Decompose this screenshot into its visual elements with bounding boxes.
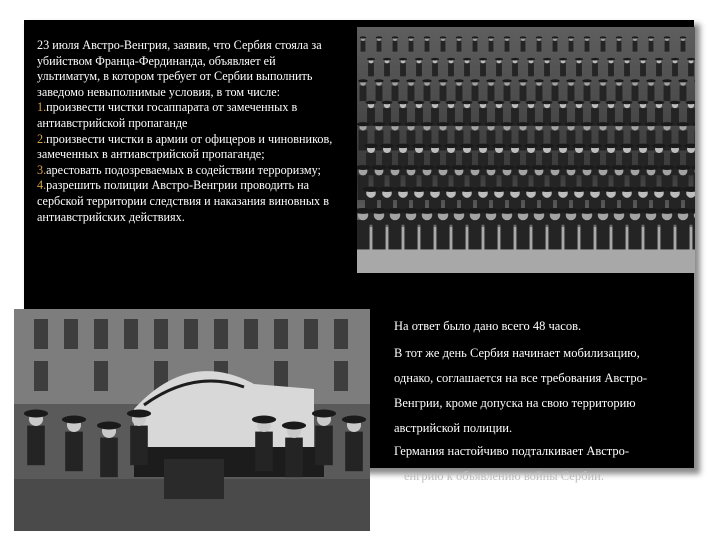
caption-line-7: енгрию к объявлению войны Сербии. (404, 469, 604, 483)
demand-3-text: арестовать подозреваемых в содействии терроризму; (46, 162, 321, 177)
caption-line-1: На ответ было дано всего 48 часов. (394, 319, 582, 333)
caption-line-5: австрийской полиции. (394, 421, 513, 435)
demand-4-number: 4. (37, 178, 47, 193)
caption-line-4: Венгрии, кроме допуска на свою территорию (394, 396, 636, 410)
demand-1-text: произвести чистки госаппарата от замеченных в антиавстрийской пропаганде (37, 100, 298, 130)
intro-paragraph: 23 июля Австро-Венгрия, заявив, что Сербия стояла за убийством Франца-Фердинанда, объявляет ей ультиматум, в котором требует от Сербии выполнить заведомо невыполнимые условия, в том числе: (37, 38, 322, 99)
funeral-photo (14, 309, 370, 531)
troops-photo (357, 27, 695, 273)
demand-2-number: 2. (37, 131, 47, 146)
demand-1-number: 1. (37, 100, 47, 115)
caption-line-2: В тот же день Сербия начинает мобилизацию, (394, 346, 640, 360)
demand-2-text: произвести чистки в армии от офицеров и чиновников, замеченных в антиавстрийской пропаганде; (37, 131, 333, 162)
ultimatum-text (37, 38, 337, 225)
demand-4-text: разрешить полиции Австро-Венгрии проводить на сербской территории следствия и наказания виновных в антиавстрийских действиях. (37, 178, 329, 224)
demand-3-number: 3. (37, 162, 47, 177)
troops-photo-art (357, 27, 695, 273)
caption-line-3: однако, соглашается на все требования Австро- (394, 371, 648, 385)
caption-line-6: Германия настойчиво подталкивает Австро- (394, 444, 630, 458)
funeral-photo-art (14, 309, 370, 531)
